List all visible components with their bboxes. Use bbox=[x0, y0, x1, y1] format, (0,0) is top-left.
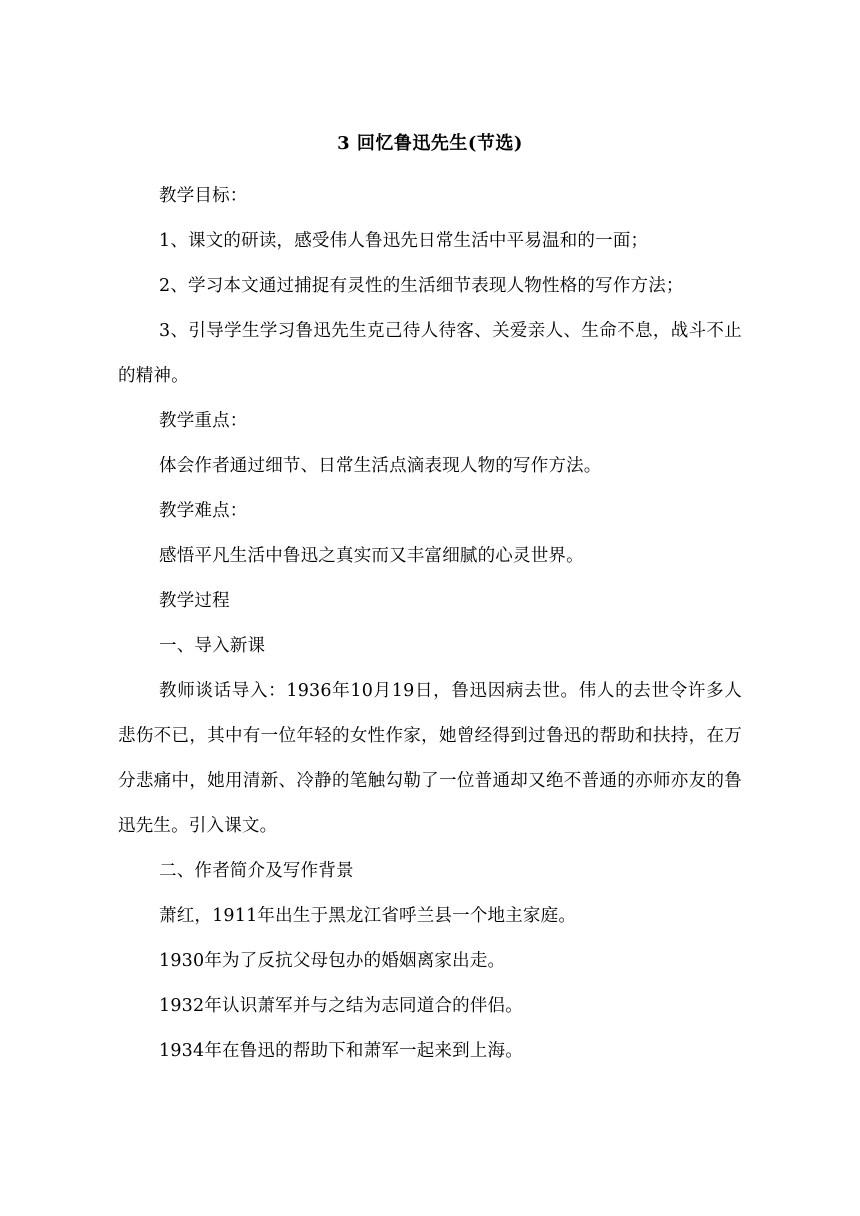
paragraph-section-2-heading: 二、作者简介及写作背景 bbox=[159, 861, 354, 881]
paragraph-process-heading: 教学过程 bbox=[159, 591, 230, 611]
paragraph-author-1930: 1930年为了反抗父母包办的婚姻离家出走。 bbox=[159, 951, 506, 971]
paragraph-introduction: 教师谈话导入：1936年10月19日，鲁迅因病去世。伟人的去世令许多人悲伤不已，其中有一位年轻的女性作家，她曾经得到过鲁迅的帮助和扶持，在万分悲痛中，她用清新、冷静的笔触勾勒了一位普通却又绝不普通的亦师亦友的鲁迅先生。引入课文。 bbox=[118, 681, 742, 836]
paragraph-goal-2: 2、学习本文通过捕捉有灵性的生活细节表现人物性格的写作方法； bbox=[159, 276, 684, 296]
paragraph-goal-1: 1、课文的研读，感受伟人鲁迅先日常生活中平易温和的一面； bbox=[159, 231, 649, 251]
paragraph-difficulties-heading: 教学难点： bbox=[159, 501, 248, 521]
paragraph-difficulties: 感悟平凡生活中鲁迅之真实而又丰富细腻的心灵世界。 bbox=[159, 546, 584, 566]
paragraph-author-1932: 1932年认识萧军并与之结为志同道合的伴侣。 bbox=[159, 996, 523, 1016]
document-body bbox=[118, 128, 742, 1074]
paragraph-author-1911: 萧红，1911年出生于黑龙江省呼兰县一个地主家庭。 bbox=[159, 906, 577, 926]
paragraph-key-points-heading: 教学重点： bbox=[159, 411, 248, 431]
paragraph-section-1-heading: 一、导入新课 bbox=[159, 636, 266, 656]
document-title: 3 回忆鲁迅先生(节选) bbox=[337, 133, 523, 154]
paragraph-goal-3: 3、引导学生学习鲁迅先生克己待人待客、关爱亲人、生命不息，战斗不止的精神。 bbox=[118, 321, 742, 386]
paragraph-key-points: 体会作者通过细节、日常生活点滴表现人物的写作方法。 bbox=[159, 456, 602, 476]
paragraph-teaching-goals-heading: 教学目标： bbox=[159, 186, 248, 206]
paragraph-author-1934: 1934年在鲁迅的帮助下和萧军一起来到上海。 bbox=[159, 1041, 523, 1061]
